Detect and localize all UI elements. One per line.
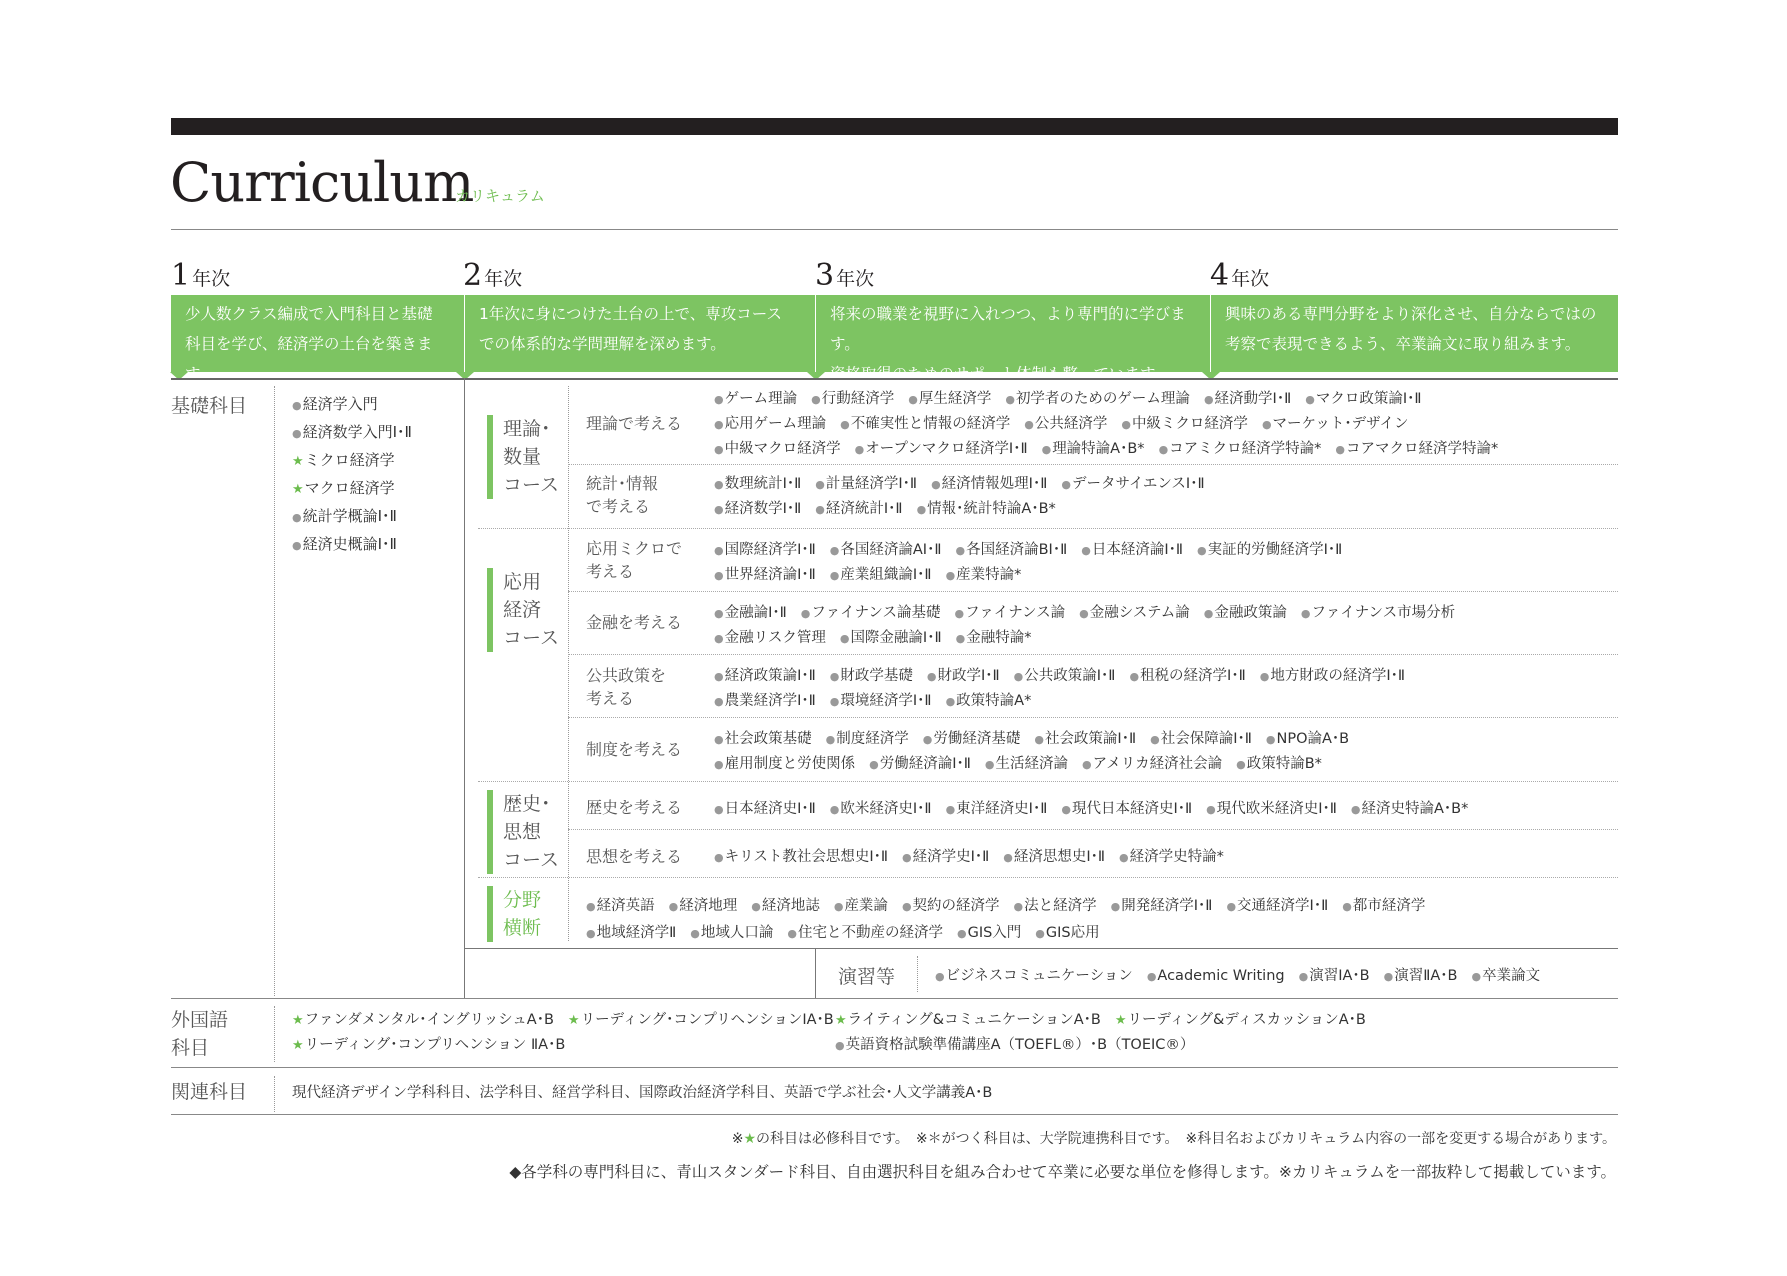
title-rule — [171, 229, 1618, 230]
course-history: 歴史･ 思想 コース — [487, 790, 559, 874]
divider — [274, 386, 275, 996]
course-item: ● 政策特論A* — [946, 693, 1032, 709]
item-line — [714, 727, 1363, 752]
course-item: ● 金融特論* — [956, 630, 1032, 646]
items-foreign-right — [835, 1008, 1380, 1058]
row-separator — [568, 591, 1618, 592]
sub-history-label: 歴史を考える — [586, 798, 683, 817]
course-item: ● 地域人口論 — [690, 925, 773, 941]
course-item: ● 行動経済学 — [811, 391, 894, 407]
items-finance — [714, 601, 1469, 651]
item-line — [292, 1033, 848, 1058]
course-item: ● 都市経済学 — [1342, 898, 1425, 914]
course-item: ★ ファンダメンタル･イングリッシュA･B — [292, 1012, 554, 1028]
course-item: ● 各国経済論AⅠ･Ⅱ — [830, 542, 942, 558]
item-line — [714, 387, 1512, 412]
course-item: ● 経済動学Ⅰ･Ⅱ — [1204, 391, 1291, 407]
item-line — [714, 797, 1482, 822]
exercise-label: 演習等 — [838, 966, 896, 988]
course-item: ● 地方財政の経済学Ⅰ･Ⅱ — [1260, 668, 1405, 684]
row-separator — [568, 654, 1618, 655]
item-line — [714, 538, 1356, 563]
course-separator — [478, 877, 1618, 878]
related-text: 現代経済デザイン学科科目、法学科目、経営学科目、国際政治経済学科目、英語で学ぶ社会･人文学講義A･B — [292, 1085, 993, 1101]
item-line — [935, 964, 1554, 989]
course-item: ● データサイエンスⅠ･Ⅱ — [1061, 476, 1204, 492]
course-item: ● 産業組織論Ⅰ･Ⅱ — [830, 567, 932, 583]
course-item: ● 環境経済学Ⅰ･Ⅱ — [830, 693, 932, 709]
course-item: ● マクロ政策論Ⅰ･Ⅱ — [1305, 391, 1421, 407]
list-item: ★ マクロ経済学 — [292, 475, 412, 503]
course-item: ● 応用ゲーム理論 — [714, 416, 826, 432]
year-1-heading: 1 年次 — [171, 258, 231, 293]
course-item: ● 経済情報処理Ⅰ･Ⅱ — [931, 476, 1047, 492]
page-subtitle: カリキュラム — [455, 187, 545, 205]
course-item: ● 農業経済学Ⅰ･Ⅱ — [714, 693, 816, 709]
items-stats — [714, 472, 1219, 522]
item-line — [714, 412, 1512, 437]
course-item: ● ファイナンス論基礎 — [801, 605, 941, 621]
item-line — [714, 472, 1219, 497]
course-item: ● 現代日本経済史Ⅰ･Ⅱ — [1061, 801, 1192, 817]
foreign-label: 外国語 科目 — [171, 1009, 229, 1059]
course-item: ● アメリカ経済社会論 — [1082, 756, 1222, 772]
course-item: ● オープンマクロ経済学Ⅰ･Ⅱ — [855, 441, 1028, 457]
course-item: ● 不確実性と情報の経済学 — [840, 416, 1010, 432]
course-item: ● 中級ミクロ経済学 — [1121, 416, 1248, 432]
course-applied: 応用 経済 コース — [487, 568, 559, 652]
sub-thought-label: 思想を考える — [586, 847, 683, 866]
course-item: ● 計量経済学Ⅰ･Ⅱ — [815, 476, 917, 492]
course-item: ● 演習ⅠA･B — [1299, 968, 1370, 984]
course-item: ● 理論特論A･B* — [1042, 441, 1145, 457]
course-item: ● 経済地誌 — [751, 898, 820, 914]
row-separator — [568, 464, 1618, 465]
course-item: ● 厚生経済学 — [908, 391, 991, 407]
course-item: ● 金融論Ⅰ･Ⅱ — [714, 605, 787, 621]
item-line — [714, 664, 1419, 689]
items-thought — [714, 845, 1238, 870]
course-item: ● 卒業論文 — [1471, 968, 1540, 984]
sub-finance-label: 金融を考える — [586, 613, 683, 632]
sub-micro-label: 応用ミクロで 考える — [586, 539, 683, 581]
course-frame-left — [464, 378, 465, 998]
item-line — [835, 1008, 1380, 1033]
course-divider — [568, 386, 569, 941]
sub-stats-label: 統計･情報 で考える — [586, 474, 659, 516]
course-item: ● 産業論 — [834, 898, 888, 914]
course-item: ● 政策特論B* — [1236, 756, 1322, 772]
course-item: ● 経済学史特論* — [1119, 849, 1224, 865]
course-item: ● ファイナンス市場分析 — [1301, 605, 1455, 621]
items-history — [714, 797, 1482, 822]
course-item: ● 制度経済学 — [826, 731, 909, 747]
item-line — [714, 689, 1419, 714]
course-item: ● 経済統計Ⅰ･Ⅱ — [815, 501, 902, 517]
divider — [274, 1006, 275, 1062]
course-item: ● 財政学Ⅰ･Ⅱ — [927, 668, 1000, 684]
course-item: ● コアマクロ経済学特論* — [1335, 441, 1498, 457]
course-item: ● 社会政策基礎 — [714, 731, 812, 747]
item-line — [835, 1033, 1380, 1058]
course-item: ● マーケット･デザイン — [1262, 416, 1409, 432]
sub-theory-label: 理論で考える — [586, 414, 683, 433]
course-item: ● 経済史特論A･B* — [1351, 801, 1468, 817]
note-1: ※★の科目は必修科目です。 ※＊がつく科目は、大学院連携科目です。 ※科目名およびカリキュラム内容の一部を変更する場合があります。 — [731, 1131, 1616, 1147]
sub-public-label: 公共政策を 考える — [586, 666, 667, 708]
course-item: ● 経済数学Ⅰ･Ⅱ — [714, 501, 801, 517]
course-theory: 理論･ 数量 コース — [487, 415, 559, 499]
course-item: ★ リーディング･コンプリヘンション ⅡA･B — [292, 1037, 565, 1053]
course-separator — [478, 781, 1618, 782]
course-separator — [478, 528, 1618, 529]
note-2: ◆各学科の専門科目に、青山スタンダード科目、自由選択科目を組み合わせて卒業に必要な単位を修得します。※カリキュラムを一部抜粋して掲載しています。 — [509, 1163, 1616, 1181]
course-item: ★ リーディング･コンプリヘンションⅠA･B — [568, 1012, 834, 1028]
section-rule — [171, 1114, 1618, 1115]
item-line — [714, 601, 1469, 626]
basic-label: 基礎科目 — [171, 395, 248, 417]
course-item: ● 金融システム論 — [1079, 605, 1190, 621]
course-cross: 分野 横断 — [487, 886, 541, 942]
item-line — [586, 893, 1439, 920]
item-line — [714, 752, 1363, 777]
course-item: ● 労働経済論Ⅰ･Ⅱ — [869, 756, 971, 772]
course-item: ● NPO論A･B — [1266, 731, 1349, 747]
course-item: ● 雇用制度と労使関係 — [714, 756, 855, 772]
course-item: ● コアミクロ経済学特論* — [1159, 441, 1322, 457]
exercise-frame-left — [815, 948, 816, 998]
course-item: ● 財政学基礎 — [830, 668, 913, 684]
course-item: ● 産業特論* — [946, 567, 1022, 583]
item-line — [714, 626, 1469, 651]
course-item: ● 経済学史Ⅰ･Ⅱ — [902, 849, 989, 865]
related-label: 関連科目 — [171, 1081, 248, 1103]
header-rule — [171, 378, 1618, 380]
item-line — [714, 497, 1219, 522]
item-line — [714, 563, 1356, 588]
course-item: ● 住宅と不動産の経済学 — [787, 925, 943, 941]
course-item: ★ リーディング&ディスカッションA･B — [1115, 1012, 1366, 1028]
course-item: ● 金融政策論 — [1204, 605, 1287, 621]
section-rule — [171, 1067, 1618, 1068]
year-3-heading: 3 年次 — [815, 258, 875, 293]
course-item: ● 法と経済学 — [1014, 898, 1097, 914]
item-line — [714, 437, 1512, 462]
course-item: ● 演習ⅡA･B — [1384, 968, 1458, 984]
row-separator — [568, 829, 1618, 830]
list-item: ★ ミクロ経済学 — [292, 447, 412, 475]
course-item: ● GIS応用 — [1035, 925, 1099, 941]
course-item: ● 租税の経済学Ⅰ･Ⅱ — [1129, 668, 1245, 684]
course-item: ● 国際金融論Ⅰ･Ⅱ — [840, 630, 942, 646]
course-item: ● 数理統計Ⅰ･Ⅱ — [714, 476, 801, 492]
item-line — [714, 845, 1238, 870]
item-line — [586, 920, 1439, 947]
course-item: ● 契約の経済学 — [902, 898, 1000, 914]
year-2-description: 1年次に身につけた土台の上で、専攻コース での体系的な学問理解を深めます。 — [465, 295, 815, 372]
course-item: ● 金融リスク管理 — [714, 630, 826, 646]
course-item: ● 公共政策論Ⅰ･Ⅱ — [1014, 668, 1116, 684]
course-item: ● ビジネスコミュニケーション — [935, 968, 1133, 984]
course-item: ★ ライティング&コミュニケーションA･B — [835, 1012, 1101, 1028]
row-separator — [568, 717, 1618, 718]
course-item: ● 公共経済学 — [1024, 416, 1107, 432]
course-item: ● 経済地理 — [669, 898, 738, 914]
course-item: ● 世界経済論Ⅰ･Ⅱ — [714, 567, 816, 583]
items-theory — [714, 387, 1512, 462]
list-item: ● 経済史概論Ⅰ･Ⅱ — [292, 531, 412, 559]
course-item: ● 労働経済基礎 — [923, 731, 1021, 747]
year-4-description: 興味のある専門分野をより深化させ、自分ならではの 考察で表現できるよう、卒業論文に取り組みます。 — [1211, 295, 1618, 372]
course-item: ● Academic Writing — [1147, 968, 1285, 984]
course-item: ● ゲーム理論 — [714, 391, 797, 407]
page-title: Curriculum — [170, 151, 474, 214]
course-item: ● 国際経済学Ⅰ･Ⅱ — [714, 542, 816, 558]
exercise-divider — [917, 956, 918, 992]
year-4-heading: 4 年次 — [1210, 258, 1270, 293]
course-item: ● 生活経済論 — [985, 756, 1068, 772]
course-item: ● 各国経済論BⅠ･Ⅱ — [955, 542, 1067, 558]
course-item: ● 開発経済学Ⅰ･Ⅱ — [1111, 898, 1213, 914]
items-foreign-left — [292, 1008, 848, 1058]
top-bar — [171, 118, 1618, 135]
items-public — [714, 664, 1419, 714]
course-item: ● 日本経済論Ⅰ･Ⅱ — [1081, 542, 1183, 558]
items-cross — [586, 893, 1439, 947]
year-2-heading: 2 年次 — [463, 258, 523, 293]
course-item: ● 東洋経済史Ⅰ･Ⅱ — [946, 801, 1048, 817]
course-frame-bottom — [464, 948, 1618, 949]
course-item: ● 中級マクロ経済学 — [714, 441, 841, 457]
course-item: ● 英語資格試験準備講座A（TOEFL®）･B（TOEIC®） — [835, 1037, 1194, 1053]
basic-list — [292, 391, 412, 559]
list-item: ● 経済学入門 — [292, 391, 412, 419]
course-item: ● 経済思想史Ⅰ･Ⅱ — [1003, 849, 1105, 865]
course-item: ● 初学者のためのゲーム理論 — [1005, 391, 1190, 407]
course-item: ● 経済英語 — [586, 898, 655, 914]
year-1-description: 少人数クラス編成で入門科目と基礎 科目を学び、経済学の土台を築きます。 — [171, 295, 464, 372]
items-exercise — [935, 964, 1554, 989]
course-item: ● ファイナンス論 — [954, 605, 1065, 621]
list-item: ● 経済数学入門Ⅰ･Ⅱ — [292, 419, 412, 447]
section-rule — [171, 998, 1618, 999]
course-item: ● 交通経済学Ⅰ･Ⅱ — [1226, 898, 1328, 914]
items-micro — [714, 538, 1356, 588]
course-item: ● 地域経済学Ⅱ — [586, 925, 676, 941]
course-item: ● 社会保障論Ⅰ･Ⅱ — [1150, 731, 1252, 747]
course-item: ● 情報･統計特論A･B* — [917, 501, 1056, 517]
sub-system-label: 制度を考える — [586, 740, 683, 759]
item-line — [292, 1008, 848, 1033]
course-item: ● 現代欧米経済史Ⅰ･Ⅱ — [1206, 801, 1337, 817]
course-item: ● 欧米経済史Ⅰ･Ⅱ — [830, 801, 932, 817]
course-item: ● GIS入門 — [957, 925, 1021, 941]
divider — [274, 1076, 275, 1112]
year-3-description: 将来の職業を視野に入れつつ、より専門的に学びます。 資格取得のためのサポート体制も整っています。 — [816, 295, 1210, 372]
course-item: ● 社会政策論Ⅰ･Ⅱ — [1034, 731, 1136, 747]
course-item: ● 経済政策論Ⅰ･Ⅱ — [714, 668, 816, 684]
course-item: ● 日本経済史Ⅰ･Ⅱ — [714, 801, 816, 817]
course-item: ● キリスト教社会思想史Ⅰ･Ⅱ — [714, 849, 888, 865]
list-item: ● 統計学概論Ⅰ･Ⅱ — [292, 503, 412, 531]
items-system — [714, 727, 1363, 777]
course-item: ● 実証的労働経済学Ⅰ･Ⅱ — [1197, 542, 1342, 558]
